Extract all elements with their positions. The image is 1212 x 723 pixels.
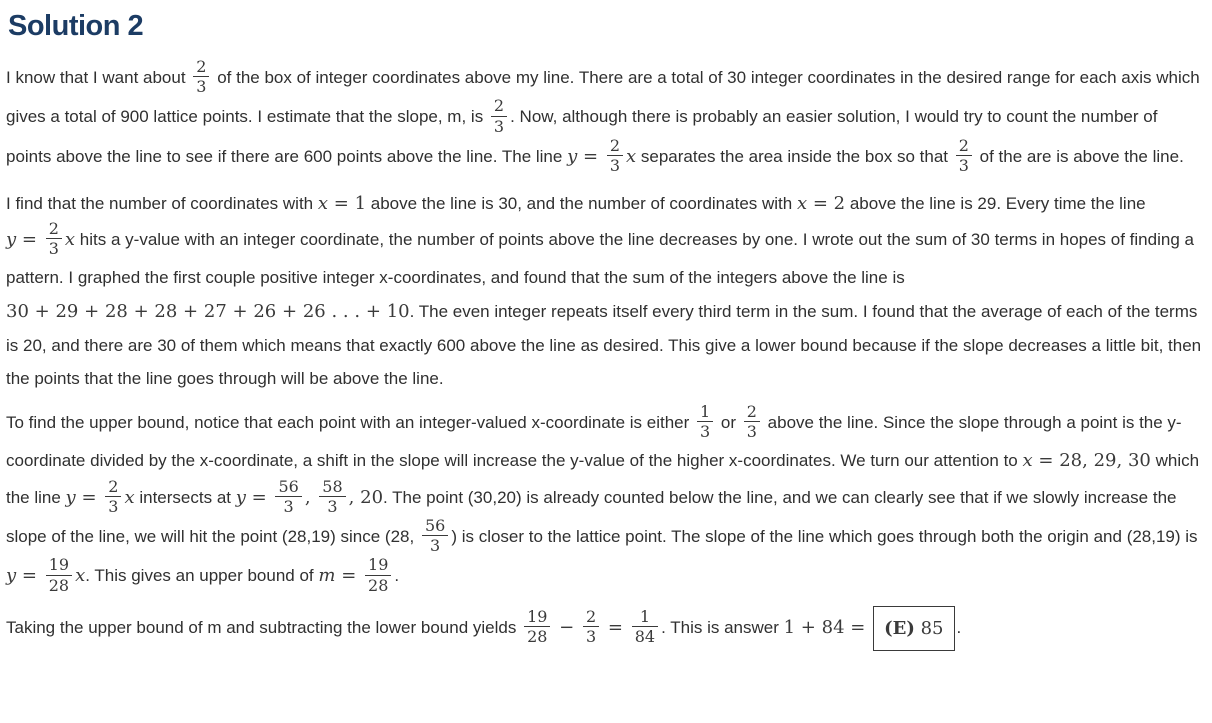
math-run: y =	[567, 145, 599, 167]
fraction: $\frac{2}{3}$	[105, 477, 121, 516]
math-run: x	[124, 486, 135, 508]
solution-paragraph	[6, 59, 1206, 177]
text-run: Taking the upper bound of m and subtracting the lower bound yields	[6, 617, 522, 637]
text-run: . The even integer repeats itself every third term in the sum. I found that the average of each of the terms is 20, and there are 30 of them which means that exactly 600 above the line as desired. This give a lower bound because if the slope decreases a little bit, then the points that the line goes through will be above the line.	[6, 301, 1202, 388]
text-run: I find that the number of coordinates with	[6, 194, 318, 214]
fraction: $\frac{2}{3}$	[607, 136, 623, 175]
math-run: y =	[6, 565, 37, 587]
boxed-answer: (E) 85	[873, 606, 954, 651]
fraction: $\frac{2}{3}$	[956, 136, 972, 175]
solution-paragraph	[6, 186, 1206, 395]
fraction: $\frac{1}{3}$	[697, 402, 713, 441]
math-run: x = 2	[796, 193, 846, 215]
math-run: 30 + 29 + 28 + 28 + 27 + 26 + 26 . . . + 10	[6, 300, 410, 322]
math-run: y =	[65, 486, 97, 508]
text-run: intersects at	[134, 487, 236, 507]
math-run: y =	[6, 229, 37, 251]
text-run: above the line. Since the slope through a point is the y-coordinate divided by the x-coordinate, a shift in the slope will increase the y-value of the higher x-coordinates. We turn our attention to	[6, 413, 1182, 471]
text-run: which the line	[6, 451, 1200, 507]
fraction: $\frac{56}{3}$	[275, 477, 301, 516]
solution-body	[6, 59, 1206, 651]
fraction: $\frac{1}{84}$	[632, 607, 658, 646]
math-run: x	[64, 229, 76, 251]
text-run: above the line is 29. Every time the line	[845, 194, 1146, 214]
text-run: I know that I want about	[6, 68, 191, 88]
fraction: $\frac{2}{3}$	[46, 219, 62, 258]
fraction: $\frac{58}{3}$	[319, 477, 345, 516]
text-run: . This is answer	[661, 617, 784, 637]
text-run: of the are is above the line.	[974, 146, 1184, 166]
fraction: $\frac{2}{3}$	[491, 96, 507, 135]
text-run: . Now, although there is probably an easier solution, I would try to count the number of points above the line to see if there are 600 points above the line. The line	[6, 107, 1158, 166]
text-run: . The point (30,20) is already counted below the line, and we can clearly see that if we slowly increase the slope of the line, we will hit the point (28,19) since (28,	[6, 487, 1177, 547]
fraction: $\frac{19}{28}$	[365, 555, 391, 594]
text-run: hits a y-value with an integer coordinate, the number of points above the line decreases by one. I wrote out the sum of 30 terms in hopes of finding a pattern. I graphed the first couple positive integer x-coordinates, and found that the sum of the integers above the line is	[6, 230, 1194, 287]
math-run: 1 + 84 =	[783, 616, 866, 638]
math-run: =	[607, 616, 623, 638]
math-run: x	[626, 145, 637, 167]
math-run: x = 28, 29, 30	[1022, 450, 1151, 472]
math-run: −	[559, 616, 575, 638]
solution-paragraph	[6, 606, 1206, 651]
math-run: x = 1	[317, 193, 367, 215]
text-run: . This gives an upper bound of	[85, 566, 319, 586]
text-run: .	[956, 617, 962, 637]
fraction: $\frac{2}{3}$	[744, 402, 760, 441]
text-run: above the line is 30, and the number of coordinates with	[366, 194, 797, 214]
text-run: To find the upper bound, notice that each point with an integer-valued x-coordinate is either	[6, 413, 694, 433]
fraction: $\frac{56}{3}$	[422, 516, 448, 555]
math-run: y =	[235, 486, 267, 508]
page-title: Solution 2	[8, 10, 144, 42]
text-run: .	[394, 566, 400, 586]
fraction: $\frac{19}{28}$	[524, 607, 550, 646]
math-run: x	[75, 565, 86, 587]
text-run: of the box of integer coordinates above my line. There are a total of 30 integer coordinates in the desired range for each axis which gives a total of 900 lattice points. I estimate that the slope, m, is	[6, 68, 1200, 127]
math-run: m =	[318, 565, 357, 587]
text-run: separates the area inside the box so that	[636, 146, 953, 166]
solution-paragraph	[6, 404, 1206, 597]
fraction: $\frac{19}{28}$	[46, 555, 72, 594]
fraction: $\frac{2}{3}$	[193, 57, 209, 96]
text-run: ) is closer to the lattice point. The slope of the line which goes through both the origin and (28,19) is	[451, 527, 1198, 547]
text-run: or	[716, 413, 741, 433]
math-run: ,	[304, 486, 311, 508]
math-run: , 20	[348, 486, 384, 508]
fraction: $\frac{2}{3}$	[583, 607, 599, 646]
